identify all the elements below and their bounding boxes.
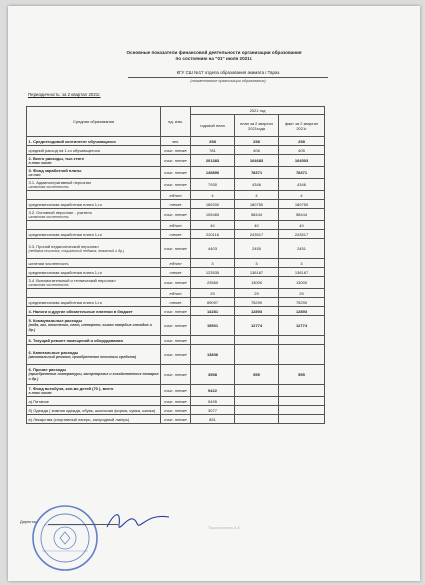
table-row [27, 415, 325, 424]
row-unit: тыс. тенге [161, 397, 191, 406]
row-annual-plan: 220116 [191, 230, 235, 239]
row-q2-plan: 258 [235, 137, 279, 146]
table-row [27, 268, 325, 277]
row-q2-plan: 12893 [235, 307, 279, 316]
table-row [27, 167, 325, 179]
row-unit: тыс. тенге [161, 415, 191, 424]
row-label [27, 221, 161, 230]
row-unit: ед/чел [161, 191, 191, 200]
document-title: Основные показатели финансовой деятельности организации образования [126, 50, 302, 55]
row-q2-fact: 40 [279, 221, 325, 230]
row-q2-fact: 4 [279, 191, 325, 200]
row-label-text: 3.3. Прочий педагогический персонал [28, 243, 99, 249]
table-row [27, 239, 325, 259]
col-unit-header: ед. изм. [161, 107, 191, 137]
row-label-text: в) Лекарства (спортивный лагерь, загородный лагерь) [28, 416, 130, 422]
table-row [27, 397, 325, 406]
table-row [27, 406, 325, 415]
table-row [27, 137, 325, 146]
row-label [27, 336, 161, 345]
row-q2-plan: 243517 [235, 230, 279, 239]
row-label-text: 3.4. Вспомогательный и технический персонал [28, 277, 116, 283]
row-label [27, 209, 161, 221]
row-unit: тыс. тенге [161, 179, 191, 191]
row-q2-fact: 405 [279, 146, 325, 155]
row-label-text: 4. Налоги и другие обязательные платежи в бюджет [28, 308, 133, 314]
table-row [27, 209, 325, 221]
row-label-text: 7. Фонд всеобуча, кол-во детей (70 ), всего [28, 385, 114, 391]
signature-icon [103, 507, 173, 535]
row-q2-plan [235, 345, 279, 365]
table-row [27, 345, 325, 365]
row-label [27, 167, 161, 179]
row-annual-plan: 165200 [191, 200, 235, 209]
row-q2-fact: 180750 [279, 200, 325, 209]
row-q2-plan: 2455 [235, 239, 279, 259]
row-q2-fact [279, 345, 325, 365]
row-label [27, 239, 161, 259]
row-annual-plan: 23560 [191, 277, 235, 289]
row-q2-fact: 104503 [279, 155, 325, 167]
row-annual-plan: 3077 [191, 406, 235, 415]
row-label [27, 307, 161, 316]
row-annual-plan: 201383 [191, 155, 235, 167]
row-label [27, 277, 161, 289]
row-unit: тыс. тенге [161, 277, 191, 289]
row-annual-plan: 3 [191, 259, 235, 268]
row-sublabel: (вода, газ, отопление, свет, интернет, вывоз твердых отходов и др.) [28, 323, 152, 332]
row-annual-plan: 781 [191, 146, 235, 155]
row-unit: чел. [161, 137, 191, 146]
row-label-text: 1. Среднегодовой контингент обучающихся [28, 138, 116, 144]
row-label [27, 298, 161, 307]
row-sublabel: (капитальный ремонт, приобретение основных средств) [28, 354, 137, 359]
row-q2-fact: 75290 [279, 298, 325, 307]
row-q2-plan: 180750 [235, 200, 279, 209]
table-row [27, 259, 325, 268]
row-label-text: среднемесячная заработная плата 1-го [28, 231, 102, 237]
row-q2-fact: 243517 [279, 230, 325, 239]
row-annual-plan: 145890 [191, 167, 235, 179]
round-stamp-icon [30, 503, 100, 573]
row-label-text: 3.1. Административный персонал [28, 179, 92, 185]
row-annual-plan: 4403 [191, 239, 235, 259]
row-unit: тыс. тенге [161, 155, 191, 167]
col-indicator-header: Средняя образования [27, 107, 161, 137]
row-sublabel: в том числе: [28, 160, 53, 165]
row-label [27, 385, 161, 397]
director-label: Директор [20, 519, 38, 524]
row-q2-plan: 4 [235, 191, 279, 200]
table-row [27, 316, 325, 336]
director-name: Ташполатова А.К. [208, 525, 242, 530]
row-q2-fact [279, 336, 325, 345]
table-row [27, 289, 325, 298]
table-row [27, 365, 325, 385]
row-sublabel: штатная численность [28, 184, 69, 189]
row-q2-plan: 13000 [235, 277, 279, 289]
row-annual-plan: 29 [191, 289, 235, 298]
row-annual-plan: 9422 [191, 385, 235, 397]
row-annual-plan: 14281 [191, 307, 235, 316]
row-unit: тенге [161, 200, 191, 209]
row-label-text: средний расход на 1-го обучающегося [28, 147, 100, 153]
row-q2-fact: 2451 [279, 239, 325, 259]
row-unit: ед/чел [161, 289, 191, 298]
row-q2-plan: 75290 [235, 298, 279, 307]
row-unit: ед/чел [161, 221, 191, 230]
row-q2-plan: 29 [235, 289, 279, 298]
row-label-text: 6. Прочие расходы [28, 367, 67, 372]
row-annual-plan: 5495 [191, 397, 235, 406]
row-label [27, 289, 161, 298]
table-row [27, 385, 325, 397]
table-row [27, 146, 325, 155]
row-label-text: 3.2. Основной персонал - учителя [28, 209, 92, 215]
table-row [27, 230, 325, 239]
row-q2-fact: 3 [279, 259, 325, 268]
row-sublabel: в том числе: [28, 390, 53, 395]
row-unit: тыс. тенге [161, 307, 191, 316]
row-unit: тыс. тенге [161, 336, 191, 345]
row-label [27, 397, 161, 406]
row-q2-plan: 12774 [235, 316, 279, 336]
row-label [27, 316, 161, 336]
row-sublabel: штатная численность [28, 282, 69, 287]
row-label-text: 6. Капитальные расходы [28, 349, 79, 355]
row-q2-fact: 136167 [279, 268, 325, 277]
row-q2-plan: 555 [235, 365, 279, 385]
row-sublabel: (педагог-психолог, социальный педагог, вожатый и др.) [28, 248, 125, 253]
row-label-text: 2. Всего расходы, тыс.тенге [28, 155, 85, 161]
row-unit: тыс. тенге [161, 239, 191, 259]
organization-underline [128, 77, 328, 78]
row-unit: тыс. тенге [161, 385, 191, 397]
row-q2-fact: 12893 [279, 307, 325, 316]
row-annual-plan: 7930 [191, 179, 235, 191]
row-q2-fact: 13000 [279, 277, 325, 289]
col-plan-header: годовой план [191, 115, 235, 137]
row-sublabel: штатная численность [28, 214, 69, 219]
row-annual-plan: 3558 [191, 365, 235, 385]
table-row [27, 221, 325, 230]
row-label [27, 155, 161, 167]
row-q2-fact: 4346 [279, 179, 325, 191]
row-unit: тыс. тенге [161, 345, 191, 365]
row-unit: тыс. тенге [161, 146, 191, 155]
finance-table [26, 106, 325, 424]
row-q2-fact: 58444 [279, 209, 325, 221]
row-unit: тыс. тенге [161, 316, 191, 336]
row-label [27, 415, 161, 424]
row-label [27, 179, 161, 191]
row-annual-plan: 4 [191, 191, 235, 200]
document-page [8, 6, 420, 581]
row-q2-plan [235, 336, 279, 345]
row-label [27, 146, 161, 155]
row-label-text: б) Одежда ( зимняя одежда, обувь, школьная форма, сумка, шапка) [28, 407, 156, 413]
row-label-text: а) Питание [28, 398, 49, 404]
row-label-text: штатная численность [28, 260, 69, 266]
row-annual-plan: 851 [191, 415, 235, 424]
row-q2-fact [279, 397, 325, 406]
row-q2-fact: 78371 [279, 167, 325, 179]
row-annual-plan: 15501 [191, 316, 235, 336]
row-q2-plan: 4346 [235, 179, 279, 191]
signature-area [18, 511, 418, 571]
row-q2-plan: 136167 [235, 268, 279, 277]
row-q2-fact: 555 [279, 365, 325, 385]
table-row [27, 298, 325, 307]
table-row [27, 336, 325, 345]
col-fact-q2-header: факт за 2 квартал 2021г [279, 115, 325, 137]
row-label-text: 6. Текущий ремонт помещений и оборудования [28, 337, 123, 343]
row-label-text: 5. Коммунальные расходы [28, 318, 82, 323]
row-annual-plan: 40 [191, 221, 235, 230]
row-q2-plan: 40 [235, 221, 279, 230]
row-label [27, 268, 161, 277]
row-annual-plan [191, 336, 235, 345]
row-label-text: среднемесячная заработная плата 1-го [28, 201, 102, 207]
row-unit: тыс. тенге [161, 209, 191, 221]
row-q2-plan [235, 385, 279, 397]
row-q2-plan [235, 415, 279, 424]
row-unit: тенге [161, 298, 191, 307]
row-q2-fact [279, 385, 325, 397]
table-row [27, 200, 325, 209]
row-q2-plan: 58444 [235, 209, 279, 221]
row-annual-plan: 69097 [191, 298, 235, 307]
table-row [27, 155, 325, 167]
row-q2-plan: 78371 [235, 167, 279, 179]
row-label [27, 259, 161, 268]
row-annual-plan: 13836 [191, 345, 235, 365]
row-label [27, 345, 161, 365]
row-unit: тенге [161, 230, 191, 239]
row-unit: ед/чел [161, 259, 191, 268]
row-q2-plan [235, 406, 279, 415]
row-q2-fact [279, 415, 325, 424]
period-label: Периодичность: за 2 квартал 2021г. [28, 92, 101, 97]
table-row [27, 277, 325, 289]
table-row [27, 307, 325, 316]
row-q2-plan: 3 [235, 259, 279, 268]
row-q2-fact: 12774 [279, 316, 325, 336]
row-unit: тыс. тенге [161, 406, 191, 415]
row-label [27, 365, 161, 385]
col-plan-q2-header: план за 2 квартал 2021года [235, 115, 279, 137]
document-subtitle: по состоянию на "01" июля 2021г. [175, 56, 253, 61]
row-unit: тыс. тенге [161, 365, 191, 385]
row-sublabel: (приобретение литературы, канцелярских и хозяйственных товаров и др.) [28, 372, 159, 381]
row-q2-fact: 258 [279, 137, 325, 146]
organization-name: КГУ СШ №17 отдела образования акимата г.Тараз [176, 70, 280, 75]
row-label-text: 3. Фонд заработной платы [28, 167, 82, 173]
table-row [27, 179, 325, 191]
row-q2-plan: 406 [235, 146, 279, 155]
row-label [27, 200, 161, 209]
row-annual-plan: 105465 [191, 209, 235, 221]
row-q2-fact: 29 [279, 289, 325, 298]
row-label-text: среднемесячная заработная плата 1-го [28, 269, 102, 275]
row-unit: тенге [161, 268, 191, 277]
row-sublabel: из них: [28, 172, 42, 177]
table-row [27, 191, 325, 200]
table-body [27, 137, 325, 424]
row-annual-plan: 258 [191, 137, 235, 146]
row-unit: тыс. тенге [161, 167, 191, 179]
row-label [27, 137, 161, 146]
row-q2-plan: 104683 [235, 155, 279, 167]
row-q2-fact [279, 406, 325, 415]
row-q2-plan [235, 397, 279, 406]
row-label [27, 230, 161, 239]
col-year-header: 2021 год [191, 107, 325, 115]
organization-note: (наименование организации образования) [190, 79, 266, 83]
row-annual-plan: 123535 [191, 268, 235, 277]
row-label [27, 191, 161, 200]
row-label-text: среднемесячная заработная плата 1-го [28, 299, 102, 305]
row-label [27, 406, 161, 415]
